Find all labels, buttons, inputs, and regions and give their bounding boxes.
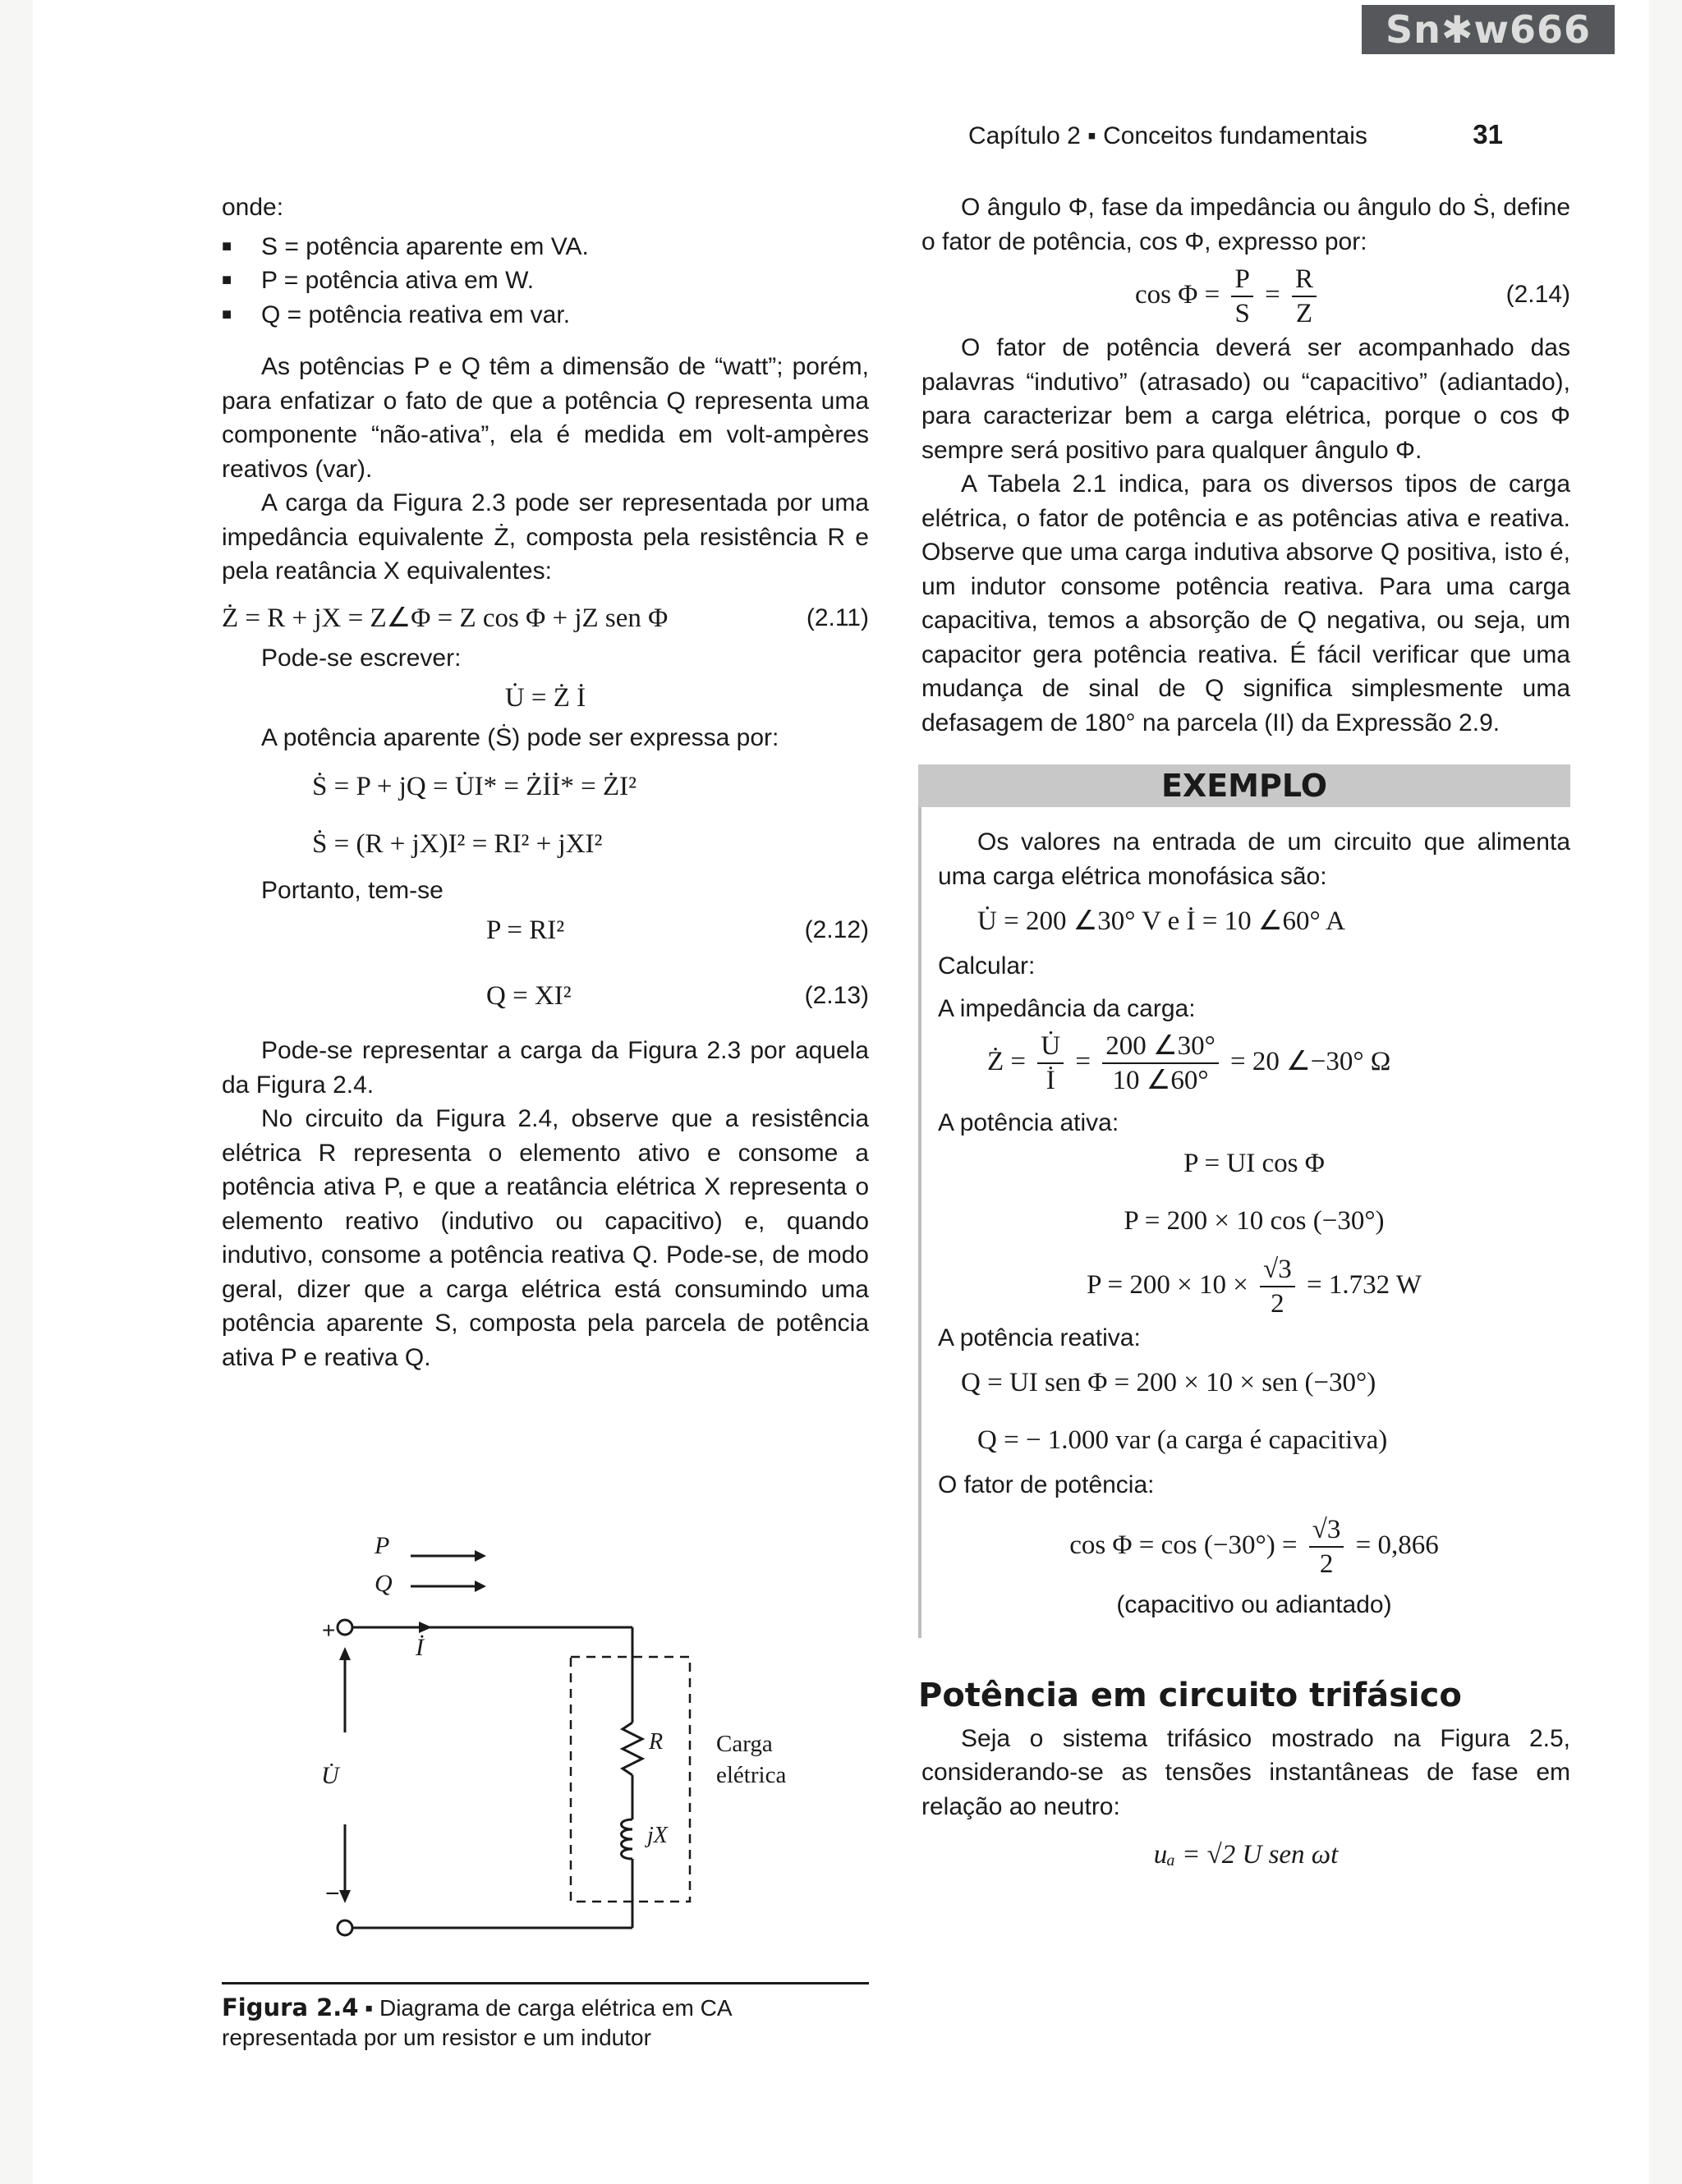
equation-body: Ż = R + jX = Z∠Φ = Z cos Φ + jZ sen Φ bbox=[222, 603, 669, 633]
paragraph: A Tabela 2.1 indica, para os diversos tipos de carga elétrica, o fator de potência e as potências ativa e reativa. Observe que uma carga indutiva absorve Q positiva, isto é, um indutor consome potência reativa. Para uma carga capacitiva, temos a absorção de Q negativa, ou seja, um capacitor gera potência reativa. É fácil verificar que uma mudança de sinal de Q significa simplesmente uma defasagem de 180° na parcela (II) da Expressão 2.9. bbox=[921, 470, 1570, 736]
denominator: 2 bbox=[1319, 1549, 1334, 1579]
numerator: √3 bbox=[1260, 1253, 1295, 1287]
equation-body bbox=[1135, 259, 1321, 331]
active-power-eq1: P = UI cos Φ bbox=[1183, 1148, 1325, 1178]
denominator: S bbox=[1234, 299, 1250, 329]
left-column bbox=[222, 190, 869, 1374]
paragraph: Pode-se representar a carga da Figura 2.3 por aquela da Figura 2.4. bbox=[222, 1037, 869, 1099]
paragraph: A potência aparente (Ṡ) pode ser expressa por: bbox=[261, 724, 779, 751]
reactive-power-eq2: Q = − 1.000 var (a carga é capacitiva) bbox=[977, 1425, 1388, 1455]
load-label-line1: Carga bbox=[716, 1731, 773, 1757]
equation-body: Q = XI² bbox=[486, 981, 572, 1011]
equation-body: P = RI² bbox=[486, 915, 565, 945]
paragraph: Seja o sistema trifásico mostrado na Figura 2.5, considerando-se as tensões instantâneas de fase em relação ao neutro: bbox=[921, 1724, 1570, 1820]
page bbox=[33, 0, 1649, 2184]
impedance-equation bbox=[938, 1025, 1570, 1098]
equation-2-14 bbox=[921, 259, 1570, 331]
caption-label: Figura 2.4 bbox=[222, 1994, 359, 2021]
numerator: √3 bbox=[1309, 1513, 1344, 1548]
equals-sign: = bbox=[1075, 1047, 1091, 1076]
voltage-label: U̇ bbox=[321, 1762, 339, 1789]
example-box bbox=[918, 807, 1570, 1638]
numerator: R bbox=[1292, 263, 1317, 297]
equation-lhs: cos Φ = cos (−30°) = bbox=[1069, 1530, 1298, 1560]
paragraph: O fator de potência deverá ser acompanhado das palavras “indutivo” (atrasado) ou “capacitivo” (adiantado), para caracterizar bem a carga elétrica, porque o cos Φ sempre será positivo para qualquer ângulo Φ. bbox=[921, 334, 1570, 464]
example-title-bar: EXEMPLO bbox=[918, 764, 1570, 807]
equation-lhs: P = 200 × 10 × bbox=[1087, 1269, 1248, 1300]
running-header bbox=[968, 119, 1503, 150]
paragraph: Os valores na entrada de um circuito que alimenta uma carga elétrica monofásica são: bbox=[938, 828, 1570, 890]
equation-2-13 bbox=[222, 973, 869, 1019]
equation-ua: uₐ = √2 U sen ωt bbox=[1153, 1840, 1339, 1870]
fraction bbox=[1309, 1513, 1344, 1581]
fraction bbox=[1260, 1253, 1295, 1320]
section-heading: Potência em circuito trifásico bbox=[918, 1677, 1462, 1714]
resistor-label: R bbox=[649, 1729, 664, 1755]
fraction bbox=[1231, 263, 1252, 330]
fraction bbox=[1037, 1030, 1064, 1097]
numerator: 200 ∠30° bbox=[1102, 1030, 1219, 1064]
denominator: Z bbox=[1295, 299, 1313, 329]
equation-rhs: = 0,866 bbox=[1355, 1530, 1439, 1560]
current-arrow bbox=[419, 1622, 432, 1633]
paragraph: No circuito da Figura 2.4, observe que a resistência elétrica R representa o elemento ativo e consome a potência ativa P, e que a reatância elétrica X representa o elemento reativo (indutivo ou capacitivo) e, quando indutivo, consome a potência reativa Q. Pode-se, de modo geral, dizer que a carga elétrica está consumindo uma potência aparente S, composta pela parcela de potência ativa P e reativa Q. bbox=[222, 1105, 869, 1371]
onde-label: onde: bbox=[222, 194, 284, 221]
fraction bbox=[1292, 263, 1317, 330]
input-terminal-bottom bbox=[338, 1920, 352, 1935]
paragraph: Portanto, tem-se bbox=[261, 876, 443, 904]
fraction bbox=[1102, 1030, 1219, 1097]
paragraph: A potência ativa: bbox=[938, 1109, 1119, 1136]
paragraph: A impedância da carga: bbox=[938, 994, 1196, 1022]
denominator: İ bbox=[1046, 1066, 1055, 1096]
equation-ui: U̇ = Ż İ bbox=[504, 683, 586, 713]
paragraph: O ângulo Φ, fase da impedância ou ângulo do Ṡ, define o fator de potência, cos Φ, expresso por: bbox=[921, 194, 1570, 255]
equation-s1: Ṡ = P + jQ = U̇I* = Żİİ* = ŻI² bbox=[312, 771, 637, 801]
input-terminal-top bbox=[338, 1620, 352, 1635]
equals-sign: = bbox=[1265, 280, 1280, 310]
equation-number: (2.11) bbox=[806, 603, 869, 631]
equation-s2: Ṡ = (R + jX)I² = RI² + jXI² bbox=[312, 828, 603, 859]
equation-2-11 bbox=[222, 595, 869, 641]
equation-rhs: = 1.732 W bbox=[1306, 1269, 1422, 1300]
load-label-line2: elétrica bbox=[716, 1762, 787, 1788]
list-item: ■ Q = potência reativa em var. bbox=[222, 298, 869, 333]
list-item: ■ P = potência ativa em W. bbox=[222, 264, 869, 298]
equation-lhs: Ż = bbox=[987, 1047, 1027, 1076]
minus-sign: − bbox=[325, 1880, 340, 1907]
paragraph: O fator de potência: bbox=[938, 1471, 1155, 1498]
paragraph: Pode-se escrever: bbox=[261, 644, 462, 672]
equation-rhs: = 20 ∠−30° Ω bbox=[1230, 1047, 1391, 1076]
p-label: P bbox=[375, 1532, 390, 1559]
denominator: 10 ∠60° bbox=[1112, 1066, 1209, 1096]
current-label: İ bbox=[416, 1634, 424, 1661]
active-power-eq3 bbox=[938, 1249, 1570, 1321]
definition-list bbox=[222, 230, 869, 333]
list-item: ■ S = potência aparente em VA. bbox=[222, 230, 869, 264]
equation-number: (2.13) bbox=[804, 982, 869, 1009]
denominator: 2 bbox=[1271, 1288, 1284, 1319]
equation-number: (2.14) bbox=[1505, 281, 1570, 308]
given-values: U̇ = 200 ∠30° V e İ = 10 ∠60° A bbox=[977, 906, 1345, 936]
numerator: U̇ bbox=[1037, 1030, 1064, 1064]
chapter-title: Capítulo 2 ▪ Conceitos fundamentais bbox=[968, 122, 1367, 149]
q-label: Q bbox=[375, 1570, 393, 1597]
equation-lhs: cos Φ = bbox=[1135, 280, 1220, 310]
paragraph: A carga da Figura 2.3 pode ser representada por uma impedância equivalente Ż, composta pela resistência R e pela reatância X equivalentes: bbox=[222, 489, 869, 585]
plus-sign: + bbox=[322, 1617, 336, 1643]
paragraph: As potências P e Q têm a dimensão de “watt”; porém, para enfatizar o fato de que a potência Q representa uma componente “não-ativa”, ela é medida em volt-ampères reativos (var). bbox=[222, 353, 869, 483]
caption-text: ▪ Diagrama de carga elétrica em CA representada por um resistor e um indutor bbox=[222, 1995, 731, 2050]
right-column bbox=[918, 190, 1570, 1878]
paragraph: A potência reativa: bbox=[938, 1324, 1141, 1351]
paragraph: Calcular: bbox=[938, 952, 1036, 980]
watermark-logo: Sn✱w666 bbox=[1362, 5, 1615, 54]
equation-number: (2.12) bbox=[804, 916, 869, 943]
active-power-eq2: P = 200 × 10 cos (−30°) bbox=[1124, 1205, 1385, 1236]
reactance-label: jX bbox=[647, 1823, 668, 1848]
power-factor-equation bbox=[938, 1509, 1570, 1581]
figure-caption bbox=[222, 1982, 869, 2053]
figure-2-4 bbox=[222, 1532, 869, 1979]
paragraph: (capacitivo ou adiantado) bbox=[1116, 1590, 1392, 1618]
equation-2-12 bbox=[222, 907, 869, 953]
reactive-power-eq1: Q = UI sen Φ = 200 × 10 × sen (−30°) bbox=[961, 1368, 1376, 1397]
page-number: 31 bbox=[1473, 119, 1503, 149]
load-dashed-box bbox=[571, 1657, 690, 1902]
numerator: P bbox=[1231, 263, 1252, 297]
